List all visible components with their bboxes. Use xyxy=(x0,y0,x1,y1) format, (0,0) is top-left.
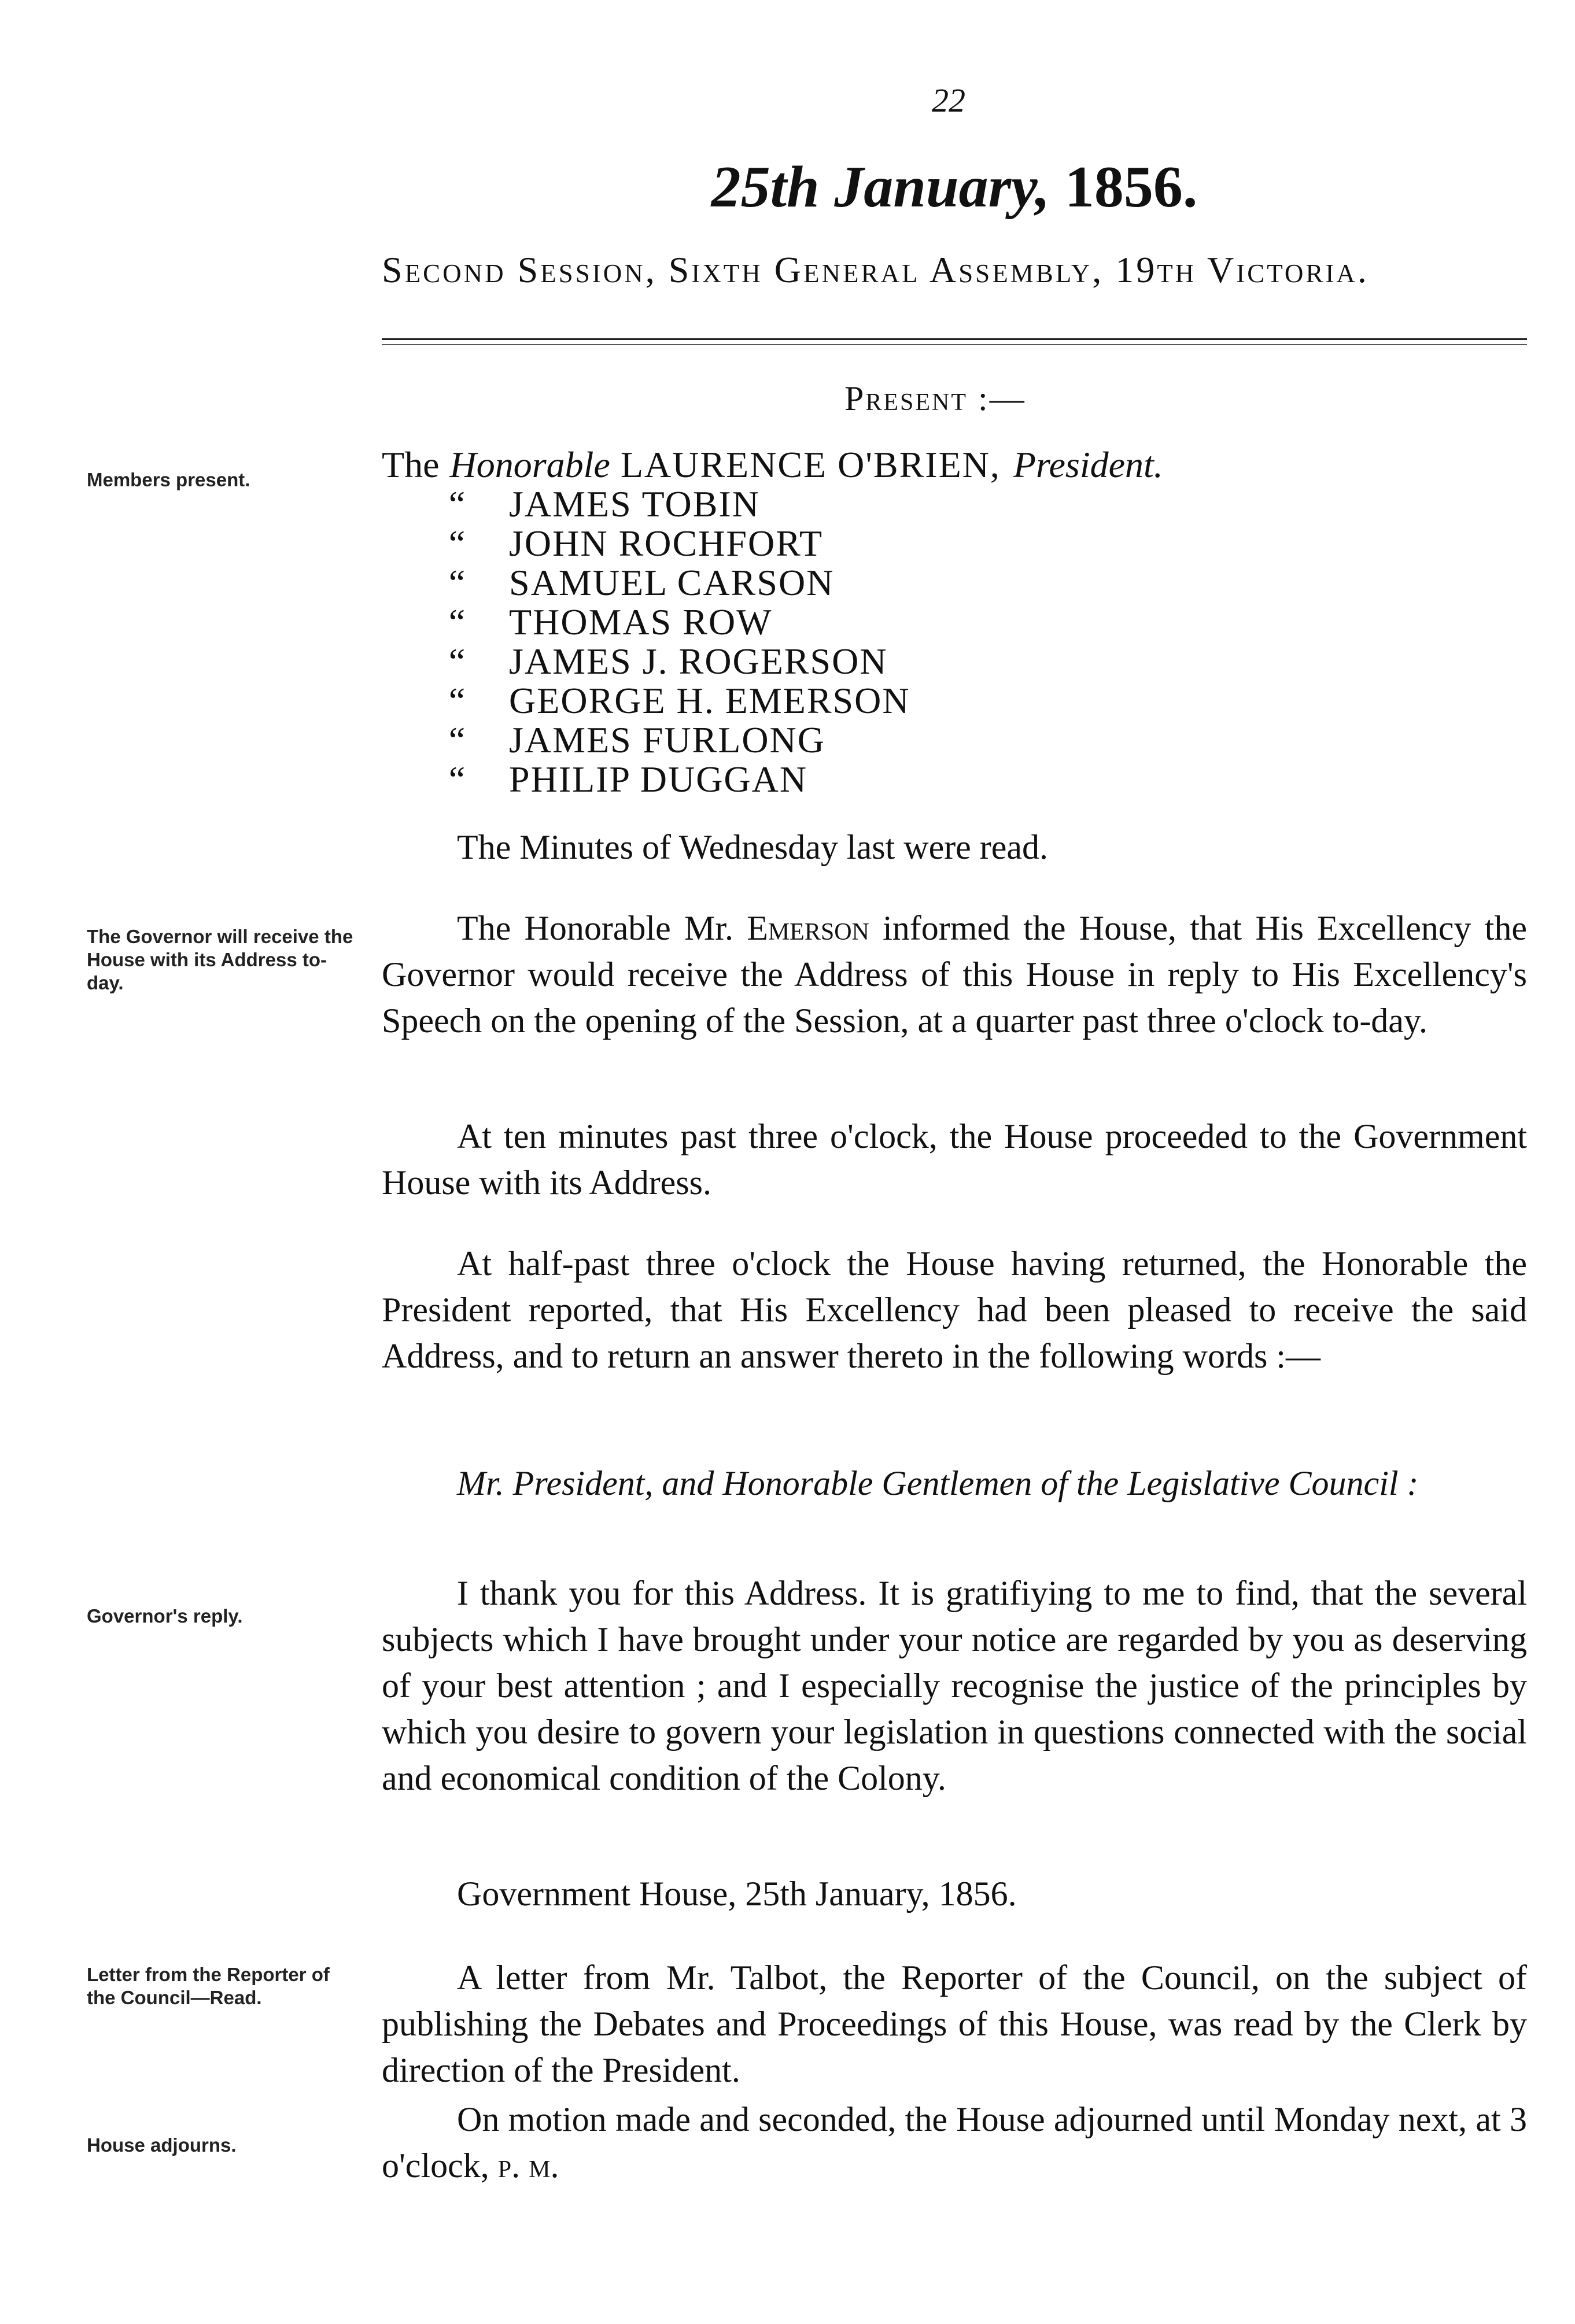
motion-pm: p. m. xyxy=(497,2146,559,2185)
present-heading: Present :— xyxy=(844,379,1026,417)
ditto-mark: “ xyxy=(448,483,466,524)
member-name: JOHN ROCHFORT xyxy=(509,523,824,564)
paragraph-ten-minutes: At ten minutes past three o'clock, the House proceeded to the Government House with its Address. xyxy=(382,1117,1527,1202)
ditto-mark: “ xyxy=(448,641,466,682)
member-name: SAMUEL CARSON xyxy=(509,562,835,603)
member-row xyxy=(382,485,1527,524)
heading-rule-thin xyxy=(382,344,1527,345)
ditto-mark: “ xyxy=(448,601,466,642)
member-row xyxy=(382,642,1527,681)
date-heading-year: 1856. xyxy=(1064,154,1198,220)
margin-note-members-present: Members present. xyxy=(87,469,250,490)
ditto-mark: “ xyxy=(448,562,466,603)
member-row xyxy=(382,524,1527,563)
member-name: JAMES J. ROGERSON xyxy=(509,641,888,682)
paragraph-emerson xyxy=(382,905,1527,1044)
ditto-mark: “ xyxy=(448,719,466,760)
paragraph-half-past: At half-past three o'clock the House having returned, the Honorable the President reported, that His Excellency had been pleased to receive the said Address, and to return an answer thereto in the following words :— xyxy=(382,1244,1527,1375)
paragraph-motion xyxy=(382,2096,1527,2189)
member-name: GEORGE H. EMERSON xyxy=(509,680,910,721)
member-row xyxy=(382,603,1527,642)
reply-signature: Government House, 25th January, 1856. xyxy=(457,1875,1017,1913)
margin-note-adjourns: House adjourns. xyxy=(87,2134,237,2156)
member-row xyxy=(382,681,1527,721)
member-name: JAMES FURLONG xyxy=(509,719,825,760)
member-row xyxy=(382,721,1527,760)
emerson-text-a: The Honorable Mr. xyxy=(457,909,733,947)
member-prefix: The xyxy=(382,444,440,485)
ditto-mark: “ xyxy=(448,759,466,800)
member-row-president xyxy=(382,445,1527,485)
member-name: JAMES TOBIN xyxy=(509,483,760,524)
ditto-mark: “ xyxy=(448,680,466,721)
paragraph-reply: I thank you for this Address. It is gratifiying to me to find, that the several subjects which I have brought under your notice are regarded by you as deserving of your best attention ; and I especially recognise the justice of the principles by which you desire to govern your legislation in questions connected with the social and economical condition of the Colony. xyxy=(382,1574,1527,1797)
margin-note-governor-receive: The Governor will receive the House with its Address to-day. xyxy=(87,926,353,993)
member-row xyxy=(382,563,1527,603)
member-name: LAURENCE O'BRIEN, xyxy=(620,444,1001,485)
margin-note-governor-reply: Governor's reply. xyxy=(87,1605,243,1627)
member-name: THOMAS ROW xyxy=(509,601,773,642)
date-heading-date: 25th January, xyxy=(711,154,1050,220)
paragraph-minutes: The Minutes of Wednesday last were read. xyxy=(457,828,1049,866)
emerson-name: Emerson xyxy=(747,909,869,947)
reply-salutation: Mr. President, and Honorable Gentlemen of the Legislative Council : xyxy=(457,1464,1419,1502)
members-list xyxy=(382,445,1527,799)
page-number: 22 xyxy=(932,82,965,119)
member-row xyxy=(382,760,1527,799)
heading-rule xyxy=(382,338,1527,340)
member-name: PHILIP DUGGAN xyxy=(509,759,808,800)
date-heading xyxy=(665,153,1244,221)
motion-text: On motion made and seconded, the House adjourned until Monday next, at 3 o'clock, xyxy=(382,2100,1527,2185)
ditto-mark: “ xyxy=(448,523,466,564)
emerson-text-b: informed the House, that His Excellency the Governor would receive the Address of this House in reply to His Excellency's Speech on the opening of the Session, at a quarter past three o'clock to-day. xyxy=(382,909,1528,1040)
session-line: Second Session, Sixth General Assembly, 19th Victoria. xyxy=(382,249,1369,290)
paragraph-letter: A letter from Mr. Talbot, the Reporter of the Council, on the subject of publishing the Debates and Proceedings of this House, was read by the Clerk by direction of the President. xyxy=(382,1959,1527,2089)
member-role: President. xyxy=(1013,444,1163,485)
member-title: Honorable xyxy=(449,444,610,485)
margin-note-letter: Letter from the Reporter of the Council—Read. xyxy=(87,1964,330,2008)
